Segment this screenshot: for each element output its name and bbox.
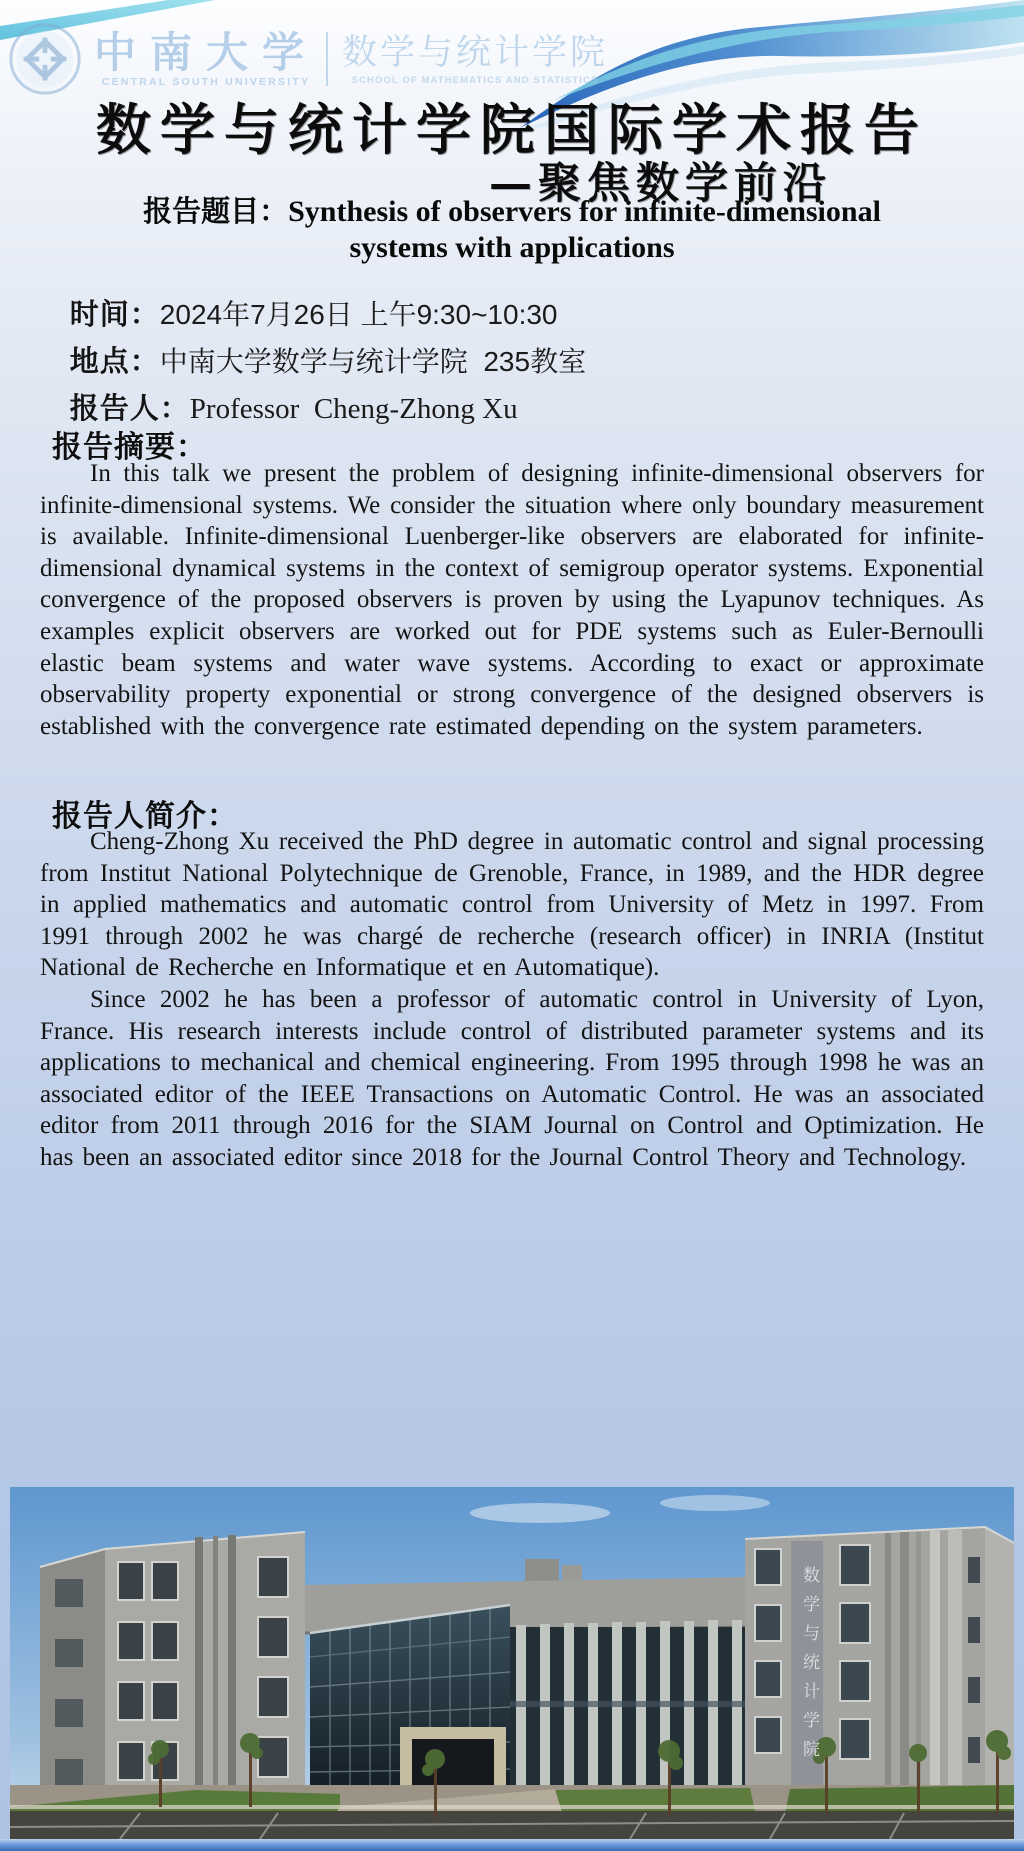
university-name-en: CENTRAL SOUTH UNIVERSITY — [101, 75, 311, 88]
time-value: 2024年7月26日 上午9:30~10:30 — [159, 299, 558, 330]
building-photo-graphic — [10, 1487, 1014, 1839]
right-tower — [745, 1527, 1014, 1805]
report-title — [0, 194, 1024, 265]
school-name-block — [342, 33, 608, 86]
bio-body — [40, 826, 984, 1174]
report-title-line2: systems with applications — [349, 231, 675, 264]
time-label: 时间： — [69, 299, 160, 331]
school-name-cn: 数学与统计学院 — [342, 32, 609, 72]
bio-paragraph-1: Cheng-Zhong Xu received the PhD degree in automatic control and signal processing from Institut National Polytechnique de Grenoble, France, in 1989, and the HDR degree in applied mathematics and automatic control from University of Metz in 1997. From 1991 through 2002 he was chargé de recherche (research officer) in INRIA (Institut National de Recherche en Informatique et en Automatique). — [40, 828, 984, 982]
abstract-paragraph: In this talk we present the problem of designing infinite-dimensional observers for infinite-dimensional systems. We consider the situation where only boundary measurement is available. Infinite-dimensional Luenberger-like observers are elaborated for infinite-dimensional dynamical systems in the context of semigroup operator systems. Exponential convergence of the proposed observers is proven by using the Lyapunov techniques. As examples explicit observers are worked out for PDE systems such as Euler-Bernoulli elastic beam systems and water wave systems. According to exact or approximate observability property exponential or strong convergence of the designed observers is established with the convergence rate estimated depending on the system parameters. — [40, 460, 984, 740]
report-title-text1: Synthesis of observers for infinite-dimensional — [288, 195, 881, 228]
bio-heading: 报告人简介： — [52, 800, 238, 833]
university-name-block — [94, 27, 319, 88]
bio-paragraph-2: Since 2002 he has been a professor of automatic control in University of Lyon, France. His research interests include control of distributed parameter systems and its applications to mechanical and chemical engineering. From 1995 through 1998 he was an associated editor of the IEEE Transactions on Automatic Control. He was an associated editor from 2011 through 2016 for the SIAM Journal on Control and Optimization. He has been an associated editor since 2018 for the Journal Control Theory and Technology. — [40, 985, 984, 1171]
logo-divider — [326, 32, 328, 86]
location-label: 地点： — [69, 346, 160, 378]
building-sign-text: 数学与统计学院 — [800, 1565, 819, 1769]
report-title-line1 — [0, 194, 1024, 230]
bottom-blue-strip — [0, 1839, 1024, 1851]
poster-main-title: 数学与统计学院国际学术报告 — [95, 97, 928, 162]
abstract-heading: 报告摘要： — [52, 431, 207, 464]
report-title-label: 报告题目： — [143, 196, 289, 228]
building-photo — [10, 1487, 1014, 1839]
speaker-label: 报告人： — [69, 393, 190, 425]
left-tower — [40, 1532, 305, 1805]
center-atrium — [305, 1559, 750, 1805]
poster-subtitle: —聚焦数学前沿 — [489, 159, 832, 209]
abstract-body — [40, 458, 984, 742]
university-name-cn: 中南大学 — [94, 27, 319, 77]
school-name-en: SCHOOL OF MATHEMATICS AND STATISTICS — [351, 74, 599, 86]
location-value: 中南大学数学与统计学院 235教室 — [159, 346, 587, 377]
speaker-value: Professor Cheng-Zhong Xu — [189, 393, 518, 425]
